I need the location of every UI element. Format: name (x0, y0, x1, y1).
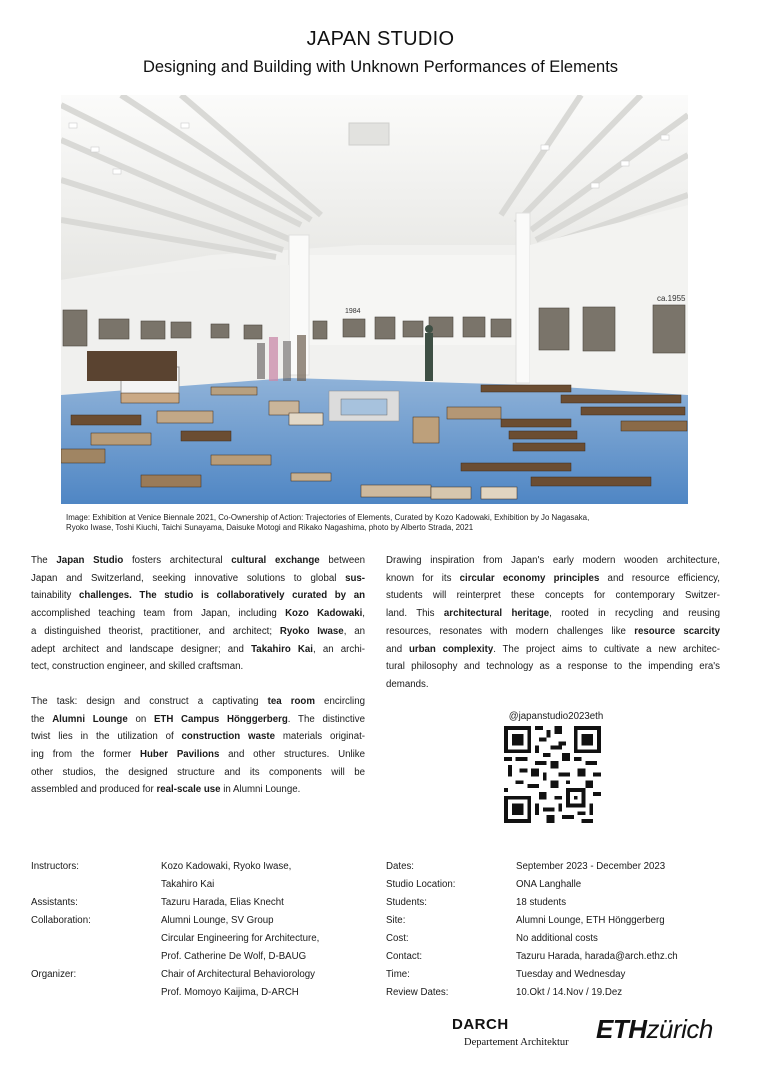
review-dates-value: 10.Okt / 14.Nov / 19.Dez (516, 987, 623, 998)
intro-right-column (386, 552, 720, 694)
assistants-label: Assistants: (31, 897, 78, 908)
intro-left-column (31, 552, 365, 799)
instructors-label: Instructors: (31, 861, 79, 872)
cost-value: No additional costs (516, 933, 598, 944)
collaboration-value: Alumni Lounge, SV Group (161, 915, 274, 926)
text-line: and urban complexity. The project aims to cultivate a new architec- (386, 643, 721, 655)
instructors-value: Takahiro Kai (161, 879, 215, 890)
exhibition-photo (61, 95, 688, 504)
intro-paragraph-2 (31, 693, 365, 799)
dates-label: Dates: (386, 861, 414, 872)
darch-logo-subtitle: Departement Architektur (464, 1037, 569, 1048)
text-line: the Alumni Lounge on ETH Campus Hönggerberg. The distinctive (31, 713, 365, 725)
text-line: tural philosophy and technology as a response to the impending era's (386, 661, 720, 673)
location-label: Studio Location: (386, 879, 456, 890)
page-title: JAPAN STUDIO (306, 28, 455, 50)
intro-paragraph-3 (386, 552, 720, 694)
eth-zurich-logo (596, 1014, 713, 1045)
cost-label: Cost: (386, 933, 409, 944)
text-line: The Japan Studio fosters architectural cultural exchange between (31, 555, 365, 566)
collaboration-value: Prof. Catherine De Wolf, D-BAUG (161, 951, 307, 962)
organizer-value: Chair of Architectural Behaviorology (161, 969, 316, 980)
contact-value[interactable]: Tazuru Harada, harada@arch.ethz.ch (516, 951, 678, 962)
wall-label-ca1955: ca.1955 (657, 294, 686, 303)
time-label: Time: (386, 969, 410, 980)
text-line: ing from the former Huber Pavilions and other structures. Unlike (31, 749, 365, 761)
intro-paragraph-1 (31, 552, 365, 676)
site-value: Alumni Lounge, ETH Hönggerberg (516, 915, 665, 926)
text-line: a distinguished theorist, practitioner, and architect; Ryoko Iwase, an (31, 625, 365, 637)
text-line: accomplished teaching team from Japan, including Kozo Kadowaki, (31, 608, 365, 620)
organizer-value: Prof. Momoyo Kaijima, D-ARCH (161, 987, 299, 998)
site-label: Site: (386, 915, 406, 926)
photo-caption (66, 513, 691, 534)
text-line: tainability challenges. The studio is collaboratively curated by an (31, 590, 365, 602)
text-line: known for its circular economy principles and resource efficiency, (386, 572, 720, 584)
text-line: assembled and produced for real-scale use in Alumni Lounge. (31, 784, 301, 796)
qr-code[interactable] (504, 726, 601, 823)
text-line: other studios, the designed structure and its components will be (31, 766, 365, 778)
collaboration-label: Collaboration: (31, 915, 91, 926)
darch-logo: DARCH (452, 1016, 509, 1033)
students-label: Students: (386, 897, 427, 908)
wall-label-1984: 1984 (345, 308, 361, 315)
assistants-value: Tazuru Harada, Elias Knecht (161, 897, 284, 908)
page-subtitle: Designing and Building with Unknown Performances of Elements (142, 58, 619, 76)
exhibition-illustration (61, 95, 688, 504)
students-value: 18 students (516, 897, 567, 908)
text-line: demands. (386, 678, 429, 690)
text-line: twist lies in the utilization of construction waste materials originat- (31, 731, 365, 743)
text-line: students will reinterpret these concepts for contemporary Switzer- (386, 590, 720, 602)
instructors-value: Kozo Kadowaki, Ryoko Iwase, (161, 861, 292, 872)
contact-label: Contact: (386, 951, 423, 962)
dates-value: September 2023 - December 2023 (516, 861, 666, 872)
time-value: Tuesday and Wednesday (516, 969, 626, 980)
text-line: land. This architectural heritage, rooted in recycling and reusing (386, 608, 720, 620)
caption-line: Image: Exhibition at Venice Biennale 2021, Co-Ownership of Action: Trajectories of Elements, Curated by Kozo Kadowaki, Exhibition by Jo Nagasaka, (66, 513, 590, 522)
eth-logo-rest: zürich (646, 1014, 713, 1044)
location-value: ONA Langhalle (516, 879, 582, 890)
caption-line: Ryoko Iwase, Toshi Kiuchi, Taichi Sunayama, Daisuke Motogi and Rikako Nagashima, photo by Alberto Strada, 2021 (66, 523, 474, 533)
text-line: The task: design and construct a captivating tea room encircling (31, 695, 365, 707)
text-line: Drawing inspiration from Japan's early modern wooden architecture, (386, 555, 720, 566)
text-line: resources, resonates with modern challenges like resource scarcity (386, 625, 720, 637)
review-dates-label: Review Dates: (386, 987, 449, 998)
collaboration-value: Circular Engineering for Architecture, (161, 933, 320, 944)
eth-logo-bold: ETH (596, 1014, 647, 1044)
text-line: tect, construction engineer, and skilled craftsman. (31, 661, 244, 673)
text-line: adept architect and landscape designer; and Takahiro Kai, an archi- (31, 643, 365, 655)
text-line: Japan and Switzerland, seeking innovative solutions to global sus- (31, 572, 365, 584)
organizer-label: Organizer: (31, 969, 77, 980)
instagram-handle: @japanstudio2023eth (508, 711, 604, 722)
